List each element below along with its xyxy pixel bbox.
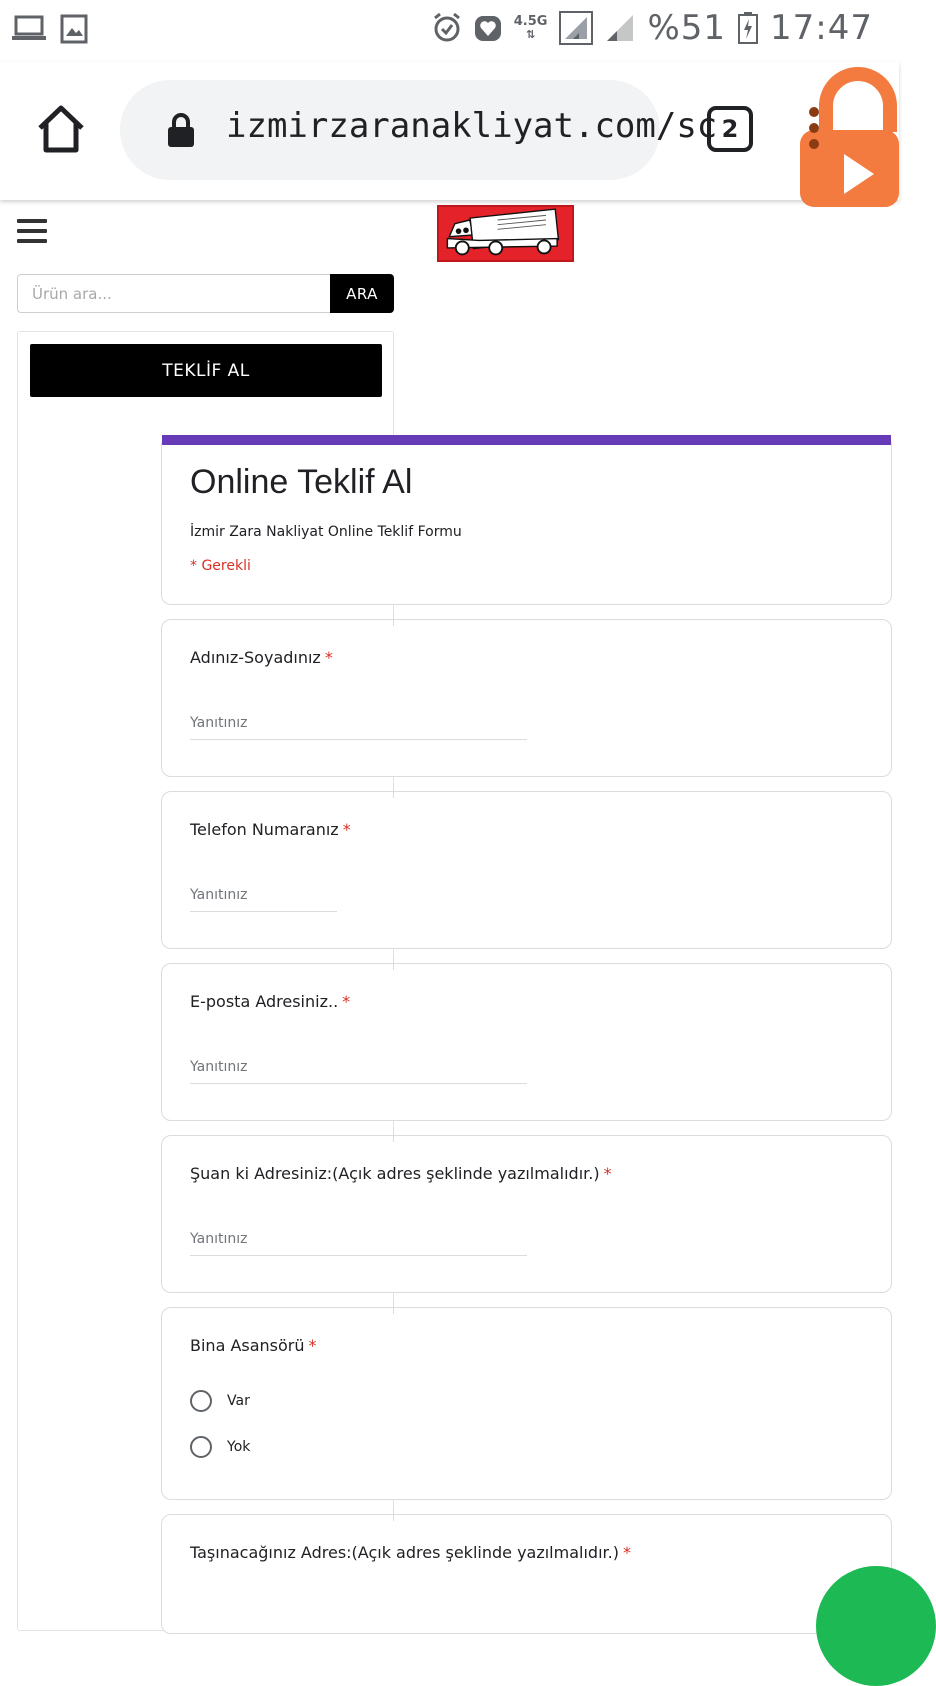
- chat-fab-button[interactable]: [816, 1566, 936, 1686]
- heart-badge-icon: [474, 13, 502, 43]
- divider: [393, 956, 394, 970]
- laptop-icon: [12, 14, 46, 42]
- get-quote-button[interactable]: TEKLİF AL: [30, 344, 382, 397]
- question-card-phone: [161, 791, 892, 949]
- hamburger-menu-icon[interactable]: [17, 219, 47, 243]
- email-input[interactable]: [190, 1055, 527, 1084]
- radio-button[interactable]: [190, 1436, 212, 1458]
- home-icon[interactable]: [34, 102, 88, 156]
- search-button[interactable]: ARA: [330, 274, 394, 313]
- question-card-current-address: [161, 1135, 892, 1293]
- lock-overlay-icon[interactable]: [800, 62, 899, 207]
- radio-option-var[interactable]: [190, 1387, 863, 1415]
- alarm-icon: [432, 12, 462, 44]
- question-card-new-address: [161, 1514, 892, 1634]
- search-input[interactable]: [17, 274, 330, 313]
- status-time: 17:47: [770, 8, 873, 48]
- phone-input[interactable]: [190, 883, 337, 912]
- question-label: Adınız-Soyadınız *: [190, 648, 333, 667]
- url-text: izmirzaranakliyat.com/sc: [226, 106, 718, 146]
- question-label: Şuan ki Adresiniz:(Açık adres şeklinde yazılmalıdır.) *: [190, 1164, 612, 1183]
- signal-weak-icon: [605, 13, 635, 43]
- divider: [393, 612, 394, 626]
- radio-option-yok[interactable]: [190, 1433, 863, 1461]
- network-type-label: 4.5G ⇅: [513, 14, 548, 41]
- divider: [393, 1300, 394, 1314]
- divider: [393, 1507, 394, 1521]
- radio-label: Var: [227, 1393, 250, 1409]
- browser-toolbar: [0, 62, 899, 200]
- question-card-email: [161, 963, 892, 1121]
- question-label: E-posta Adresiniz.. *: [190, 992, 351, 1011]
- divider: [393, 1128, 394, 1142]
- question-card-name: [161, 619, 892, 777]
- form-description: İzmir Zara Nakliyat Online Teklif Formu: [190, 524, 462, 540]
- signal-icon: [559, 11, 593, 45]
- required-note: * Gerekli: [190, 558, 251, 574]
- tabs-button[interactable]: 2: [707, 106, 753, 152]
- form-title: Online Teklif Al: [190, 463, 413, 501]
- image-icon: [60, 14, 88, 44]
- divider: [393, 784, 394, 798]
- radio-button[interactable]: [190, 1390, 212, 1412]
- radio-label: Yok: [227, 1439, 251, 1455]
- battery-percent: %51: [647, 8, 727, 48]
- question-label: Bina Asansörü *: [190, 1336, 317, 1355]
- current-address-input[interactable]: [190, 1227, 527, 1256]
- truck-logo[interactable]: [437, 205, 574, 262]
- question-label: Telefon Numaranız *: [190, 820, 351, 839]
- product-search: [17, 274, 394, 313]
- quote-form: [161, 435, 892, 1648]
- question-label: Taşınacağınız Adres:(Açık adres şeklinde yazılmalıdır.) *: [190, 1543, 631, 1562]
- form-accent-stripe: [162, 435, 891, 445]
- name-input[interactable]: [190, 711, 527, 740]
- lock-icon: [166, 112, 196, 148]
- question-card-elevator: [161, 1307, 892, 1500]
- form-header-card: [161, 435, 892, 605]
- status-bar: [0, 0, 899, 62]
- address-bar[interactable]: [120, 80, 718, 180]
- battery-icon: [738, 12, 758, 44]
